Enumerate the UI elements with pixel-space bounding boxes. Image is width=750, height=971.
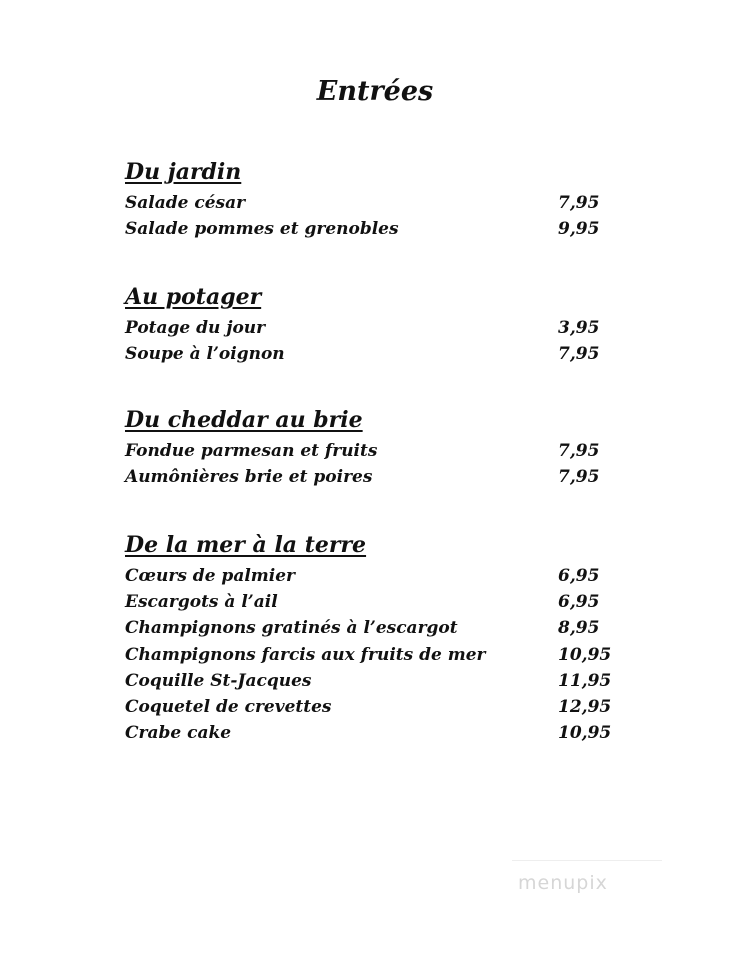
menu-item	[125, 668, 625, 694]
menu-item-price: 7,95	[558, 467, 600, 488]
menu-item-name: Salade pommes et grenobles	[125, 219, 399, 240]
menu-item-price: 11,95	[558, 670, 612, 691]
menu-item	[125, 589, 625, 615]
menu-item-price: 3,95	[558, 318, 600, 338]
menu-section-au-potager	[125, 283, 625, 367]
menu-item	[125, 720, 625, 746]
watermark-logo: menupix	[518, 872, 608, 894]
menu-item-name: Fondue parmesan et fruits	[125, 441, 378, 461]
menu-item-name: Crabe cake	[125, 723, 232, 744]
menu-section-de-la-mer-a-la-terre	[125, 531, 625, 746]
menu-item-name: Salade césar	[125, 193, 246, 213]
menu-item-price: 10,95	[558, 644, 612, 665]
menu-section-du-cheddar-au-brie	[125, 406, 625, 490]
section-heading: Au potager	[125, 284, 262, 310]
menu-item-price: 8,95	[558, 618, 600, 639]
menu-item	[125, 615, 625, 641]
menu-item-name: Potage du jour	[125, 318, 266, 338]
menu-item	[125, 190, 625, 216]
menu-item	[125, 642, 625, 668]
menu-item-price: 9,95	[558, 219, 600, 240]
menu-item	[125, 315, 625, 341]
menu-item-price: 10,95	[558, 723, 612, 744]
watermark-divider	[512, 860, 662, 861]
menu-item-price: 6,95	[558, 566, 600, 586]
menu-item-price: 7,95	[558, 441, 600, 461]
section-heading: Du jardin	[125, 159, 242, 185]
menu-item-price: 6,95	[558, 592, 600, 613]
menu-item-name: Escargots à l’ail	[125, 592, 278, 613]
section-heading: Du cheddar au brie	[125, 407, 363, 433]
menu-item-price: 7,95	[558, 193, 600, 213]
menu-item-price: 12,95	[558, 696, 612, 717]
menu-item-price: 7,95	[558, 344, 600, 365]
menu-item	[125, 694, 625, 720]
menu-item-name: Champignons gratinés à l’escargot	[125, 618, 458, 639]
menu-item-name: Cœurs de palmier	[125, 566, 296, 586]
menu-item-name: Soupe à l’oignon	[125, 344, 285, 365]
menu-item	[125, 216, 625, 242]
menu-item-name: Coquille St-Jacques	[125, 670, 312, 691]
section-heading: De la mer à la terre	[125, 532, 367, 558]
menu-item	[125, 438, 625, 464]
menu-item	[125, 464, 625, 490]
menu-item	[125, 341, 625, 367]
menu-section-du-jardin	[125, 158, 625, 242]
menu-item	[125, 563, 625, 589]
menu-item-name: Aumônières brie et poires	[125, 467, 373, 488]
page-title: Entrées	[316, 76, 434, 107]
menu-item-name: Champignons farcis aux fruits de mer	[125, 644, 486, 665]
menu-item-name: Coquetel de crevettes	[125, 696, 332, 717]
